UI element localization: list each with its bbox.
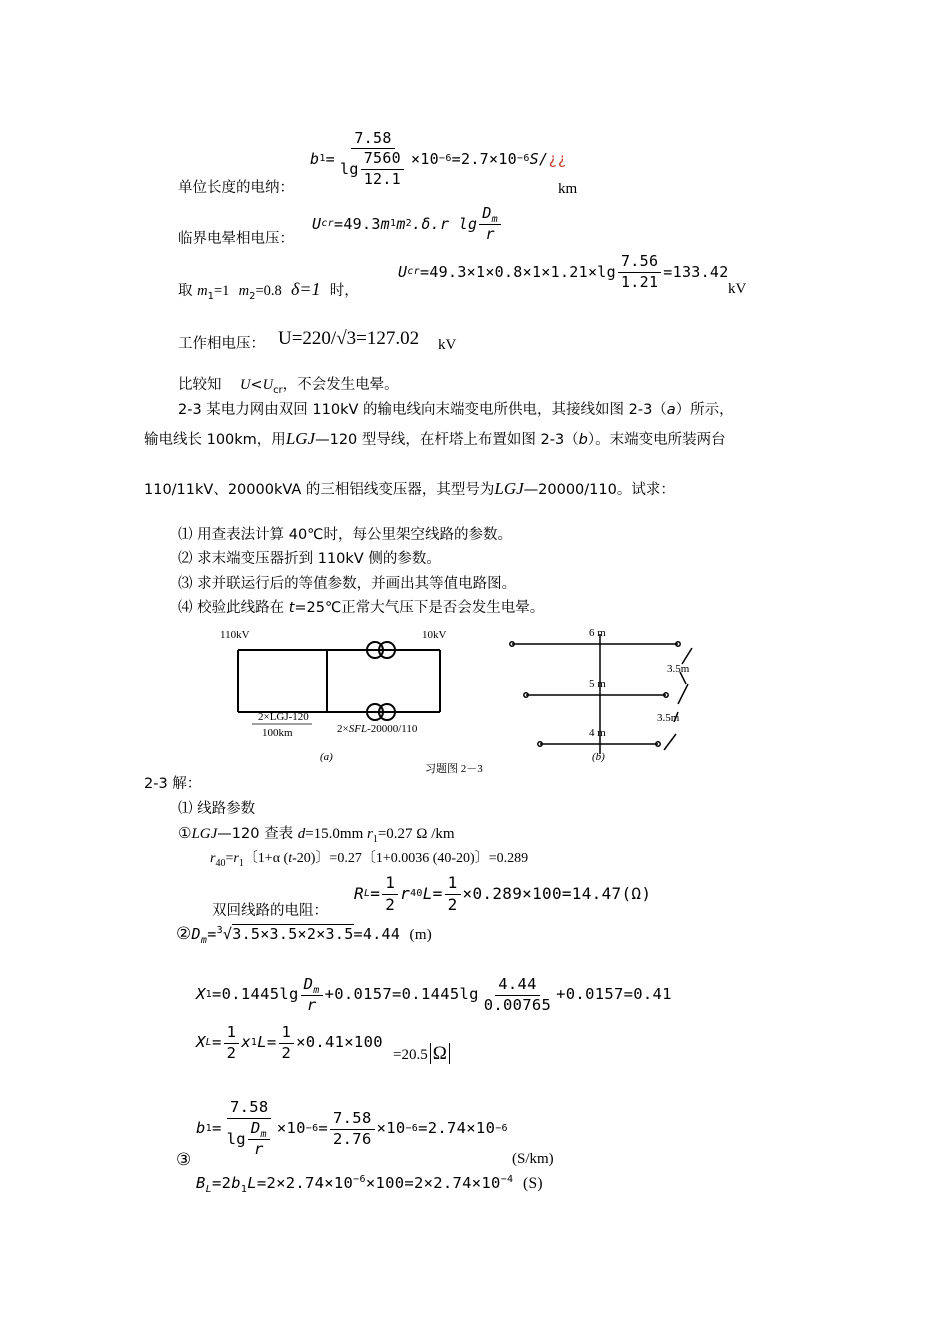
label-10kv: 10kV [422, 629, 447, 641]
dim-6m: 6 m [589, 627, 606, 639]
take-values-line: 取 $m_1=1$ $m_2=0.8$ δ=1 时， [178, 279, 359, 302]
eq-XL-result: =20.5 Ω [393, 1044, 450, 1063]
eq-ucr-general: U cr =49.3 m 1 m 2 .δ.r lg $\frac{D_m}{r}$ [312, 204, 503, 244]
eq-working-voltage: U=220/√3=127.02 [278, 328, 420, 349]
solution-header: 2-3 解： [144, 776, 202, 792]
caption-b: (b) [592, 751, 605, 763]
question-4: ⑷ 校验此线路在 t=25℃正常大气压下是否会发生电晕。 [178, 600, 545, 616]
label-line-length: 100km [262, 727, 293, 739]
sol-lgj-line: ①LGJ—120 查表 d=15.0mm $r_1=0.27$ Ω /km [178, 826, 455, 845]
circle-3: ③ [176, 1150, 192, 1169]
label-corona-voltage: 临界电晕相电压： [178, 231, 294, 247]
caption-a: (a) [320, 751, 333, 763]
question-3: ⑶ 求并联运行后的等值参数，并画出其等值电路图。 [178, 576, 517, 592]
eq-RL: R L = $\frac{1}{2}$ r 40 L = $\frac{1}{2}$ ×0.289×100=14.47(Ω) [354, 873, 652, 914]
unit-kv-2: kV [438, 337, 457, 353]
dim-3-5m-upper: 3.5m [667, 663, 690, 675]
label-working-voltage: 工作相电压： [178, 336, 265, 352]
figure-2-3 [200, 624, 720, 774]
solution-part-1: ⑴ 线路参数 [178, 801, 256, 817]
eq-Dm: $②D_m=^3√3.5\times 3.5\times 2\times 3.5=4.44$ (m) [176, 924, 433, 946]
question-1: ⑴ 用查表法计算 40℃时，每公里架空线路的参数。 [178, 527, 512, 543]
eq-X1: X 1 =0.1445lg $\frac{D_m}{r}$ +0.0157=0.1445lg $\frac{4.44}{0.00765}$ +0.0157=0.41 [196, 974, 672, 1014]
caption-main: 习题图 2－3 [425, 763, 483, 774]
eq-XL: X L = $\frac{1}{2}$ x 1 L = $\frac{1}{2}$ ×0.41×100 [196, 1022, 383, 1062]
unit-km: km [558, 181, 578, 197]
problem-line-3: 110/11kV、20000kVA 的三相铝线变压器，其型号为LGJ—20000/110。试求： [144, 479, 675, 498]
sol-r40-line: $r_{40}=r_1$〔1+α (t-20)〕=0.27〔1+0.0036 (40-20)〕=0.289 [210, 851, 529, 869]
unit-s-per-km: (S/km) [512, 1151, 554, 1167]
problem-line-2: 输电线长 100km，用LGJ—120 型导线，在杆塔上布置如图 2-3（b）。末端变电所装两台 [144, 429, 726, 448]
compare-line: 比较知 $U<U_{cr}$，不会发生电晕。 [178, 377, 399, 396]
eq-b1-bottom: b 1 = 7.58 lg $\frac{D_m}{r}$ ×10 −6 = $\frac{7.58}{2.76}$ ×10 −6 =2.74×10 −6 [196, 1098, 508, 1158]
figure-a-circuit [238, 642, 440, 720]
dim-5m: 5 m [589, 678, 606, 690]
eq-BL: $B_L=2b_1L=2\times 2.74\times 10^{-6}\times 100=2\times 2.74\times 10^{-4}$ (S) [196, 1173, 543, 1196]
label-unit-susceptance: 单位长度的电纳： [178, 180, 294, 196]
eq-b1-top: b 1 = 7.58 lg $\frac{7560}{12.1}$ ×10 −6 =2.7×10 −6 S/ ¿¿ [310, 129, 567, 188]
question-2: ⑵ 求末端变压器折到 110kV 侧的参数。 [178, 551, 441, 567]
problem-line-1: 2-3 某电力网由双回 110kV 的输电线向末端变电所供电，其接线如图 2-3（a）所示， [178, 402, 734, 418]
label-double-line-resistance: 双回线路的电阻： [212, 903, 328, 919]
unit-kv-1: kV [728, 281, 747, 297]
eq-ucr-numeric: U cr =49.3×1×0.8×1×1.21×lg $\frac{7.56}{1.21}$ =133.42 [398, 252, 729, 291]
label-transformer: 2×SFL-20000/110 [337, 723, 418, 735]
label-line-type: 2×LGJ-120 [258, 711, 309, 723]
label-110kv: 110kV [220, 629, 250, 641]
dim-4m: 4 m [589, 727, 606, 739]
dim-3-5m-lower: 3.5m [657, 712, 680, 724]
